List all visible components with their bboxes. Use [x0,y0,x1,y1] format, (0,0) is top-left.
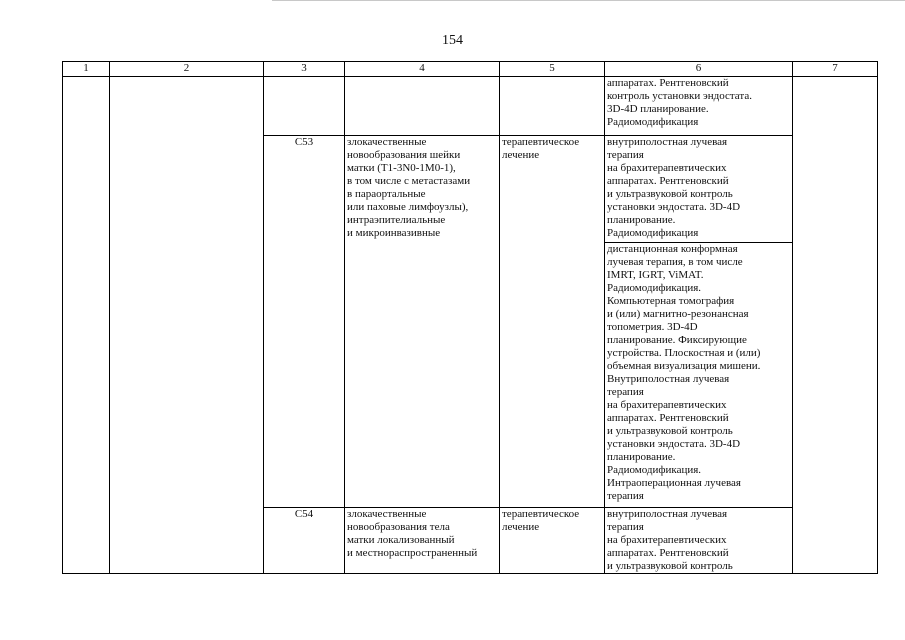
scan-edge-line [272,0,905,1]
column-header: 3 [264,62,345,77]
cell-col1 [63,77,110,574]
column-header: 2 [110,62,264,77]
treatment-method-cell: внутриполостная лучевая терапия на брахитерапевтических аппаратах. Рентгеновский и ультразвуковой контроль [605,508,793,574]
treatment-method-cell: дистанционная конформная лучевая терапия, в том числе IMRT, IGRT, ViMAT. Радиомодификация. Компьютерная томография и (или) магнитно-резонансная топометрия. 3D-4D планирование. Фиксирующие устройства. Плоскостная и (или) объемная визуализация мишени. Внутриполостная лучевая терапия на брахитерапевтических аппаратах. Рентгеновский и ультразвуковой контроль установки эндостата. 3D-4D планирование. Радиомодификация. Интраоперационная лучевая терапия [605,243,793,508]
column-header: 7 [793,62,878,77]
diagnosis-cell: злокачественные новообразования шейки матки (T1-3N0-1M0-1), в том числе с метастазами в параортальные или паховые лимфоузлы), интраэпителиальные и микроинвазивные [345,136,500,508]
treatment-type-cell [500,77,605,136]
treatment-type-cell: терапевтическое лечение [500,136,605,508]
icd-code-cell: C54 [264,508,345,574]
icd-code-cell: C53 [264,136,345,508]
icd-code-cell [264,77,345,136]
treatment-type-cell: терапевтическое лечение [500,508,605,574]
column-header: 6 [605,62,793,77]
medical-care-table [62,61,878,574]
treatment-method-cell: внутриполостная лучевая терапия на брахитерапевтических аппаратах. Рентгеновский и ультразвуковой контроль установки эндостата. 3D-4D планирование. Радиомодификация [605,136,793,243]
cell-col7 [793,77,878,574]
diagnosis-cell [345,77,500,136]
column-header: 1 [63,62,110,77]
cell-col2 [110,77,264,574]
treatment-method-cell: аппаратах. Рентгеновский контроль установки эндостата. 3D-4D планирование. Радиомодификация [605,77,793,136]
column-header: 4 [345,62,500,77]
column-header: 5 [500,62,605,77]
diagnosis-cell: злокачественные новообразования тела матки локализованный и местнораспространенный [345,508,500,574]
table-row [63,77,878,136]
page-number: 154 [442,33,463,48]
column-number-row [63,62,878,77]
